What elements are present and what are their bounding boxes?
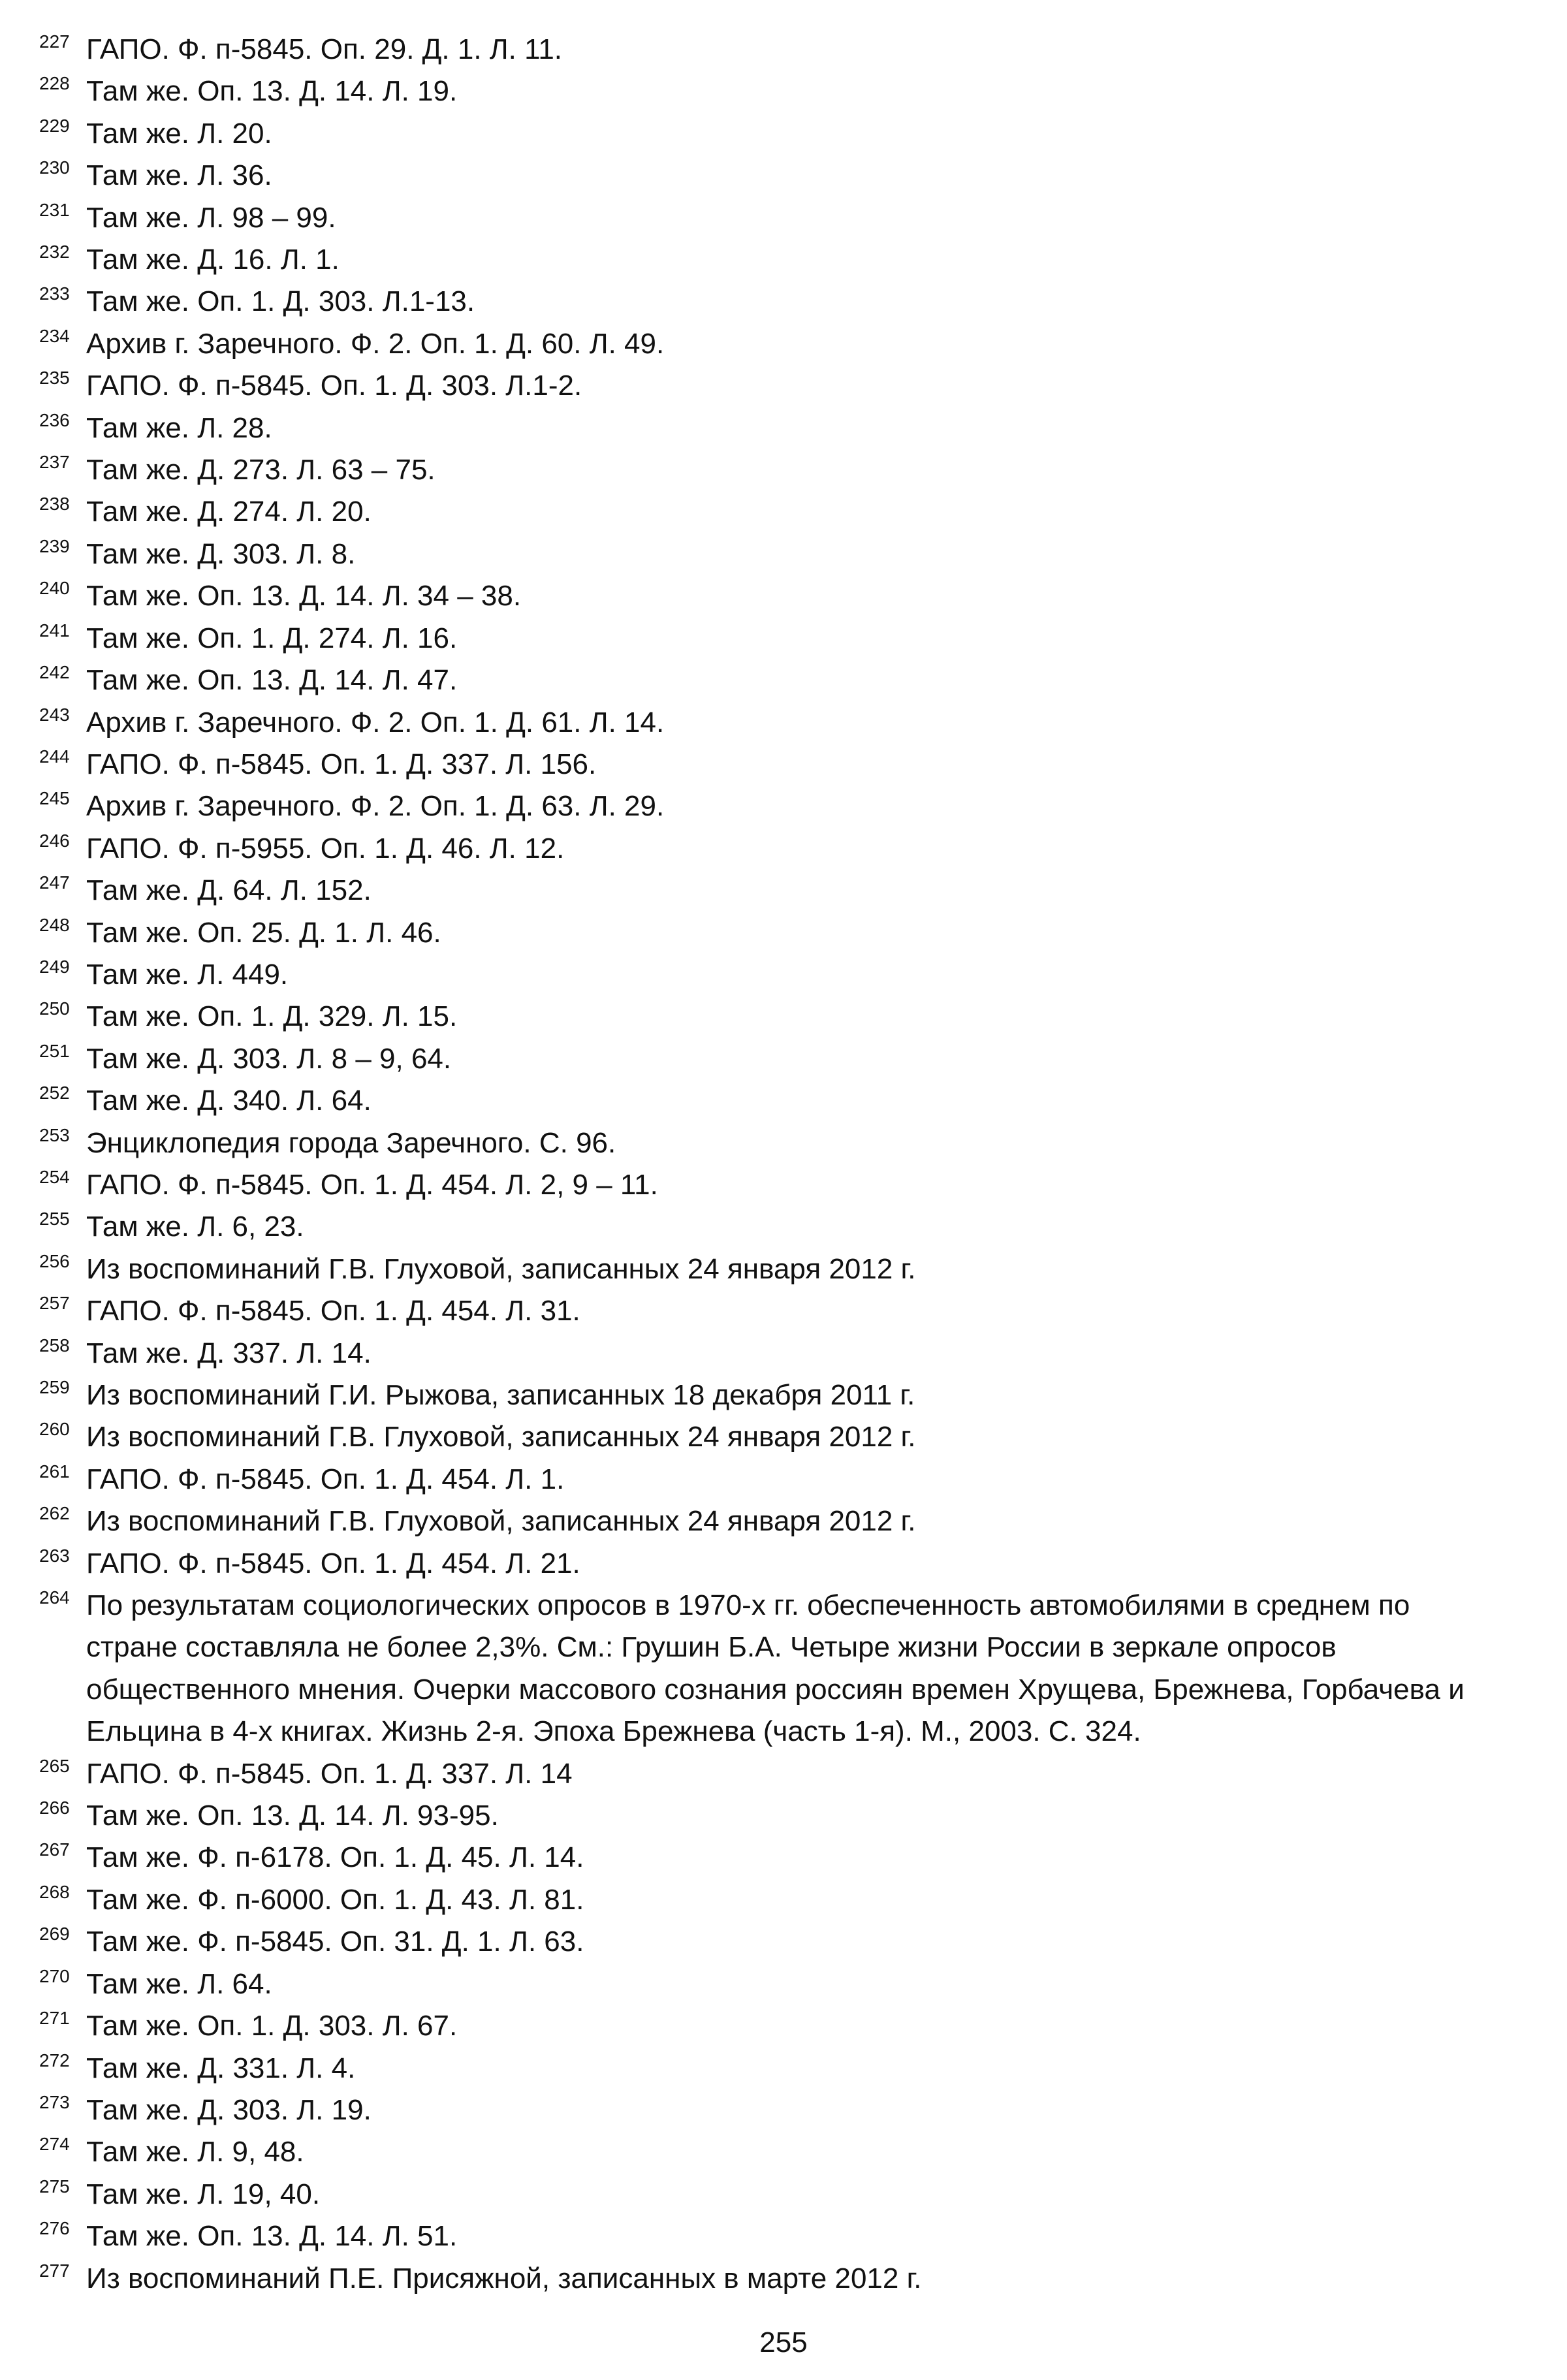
footnote-number: 228 — [39, 73, 70, 94]
footnote-text: Архив г. Заречного. Ф. 2. Оп. 1. Д. 63. Л. 29. — [86, 790, 665, 823]
footnote-item — [39, 870, 1502, 912]
footnote-text: Там же. Л. 19, 40. — [86, 2178, 321, 2210]
footnote-number: 277 — [39, 2260, 70, 2281]
footnote-number: 273 — [39, 2091, 70, 2112]
footnote-text: ГАПО. Ф. п-5845. Оп. 29. Д. 1. Л. 11. — [86, 33, 563, 65]
footnote-text: Там же. Ф. п-5845. Оп. 31. Д. 1. Л. 63. — [86, 1926, 584, 1958]
footnote-text: Из воспоминаний Г.В. Глуховой, записанных 24 января 2012 г. — [86, 1252, 916, 1285]
footnote-item — [39, 1879, 1502, 1921]
footnote-item — [39, 1416, 1502, 1458]
footnote-item — [39, 1248, 1502, 1290]
footnote-text: Там же. Л. 64. — [86, 1967, 272, 2000]
footnote-number: 275 — [39, 2176, 70, 2197]
footnote-item — [39, 1543, 1502, 1585]
footnote-text: Там же. Оп. 1. Д. 329. Л. 15. — [86, 1000, 458, 1033]
footnote-number: 248 — [39, 914, 70, 935]
footnote-text: Там же. Оп. 1. Д. 303. Л. 67. — [86, 2010, 458, 2042]
footnote-item — [39, 491, 1502, 533]
footnote-number: 259 — [39, 1377, 70, 1397]
footnote-number: 266 — [39, 1798, 70, 1818]
footnote-number: 258 — [39, 1335, 70, 1356]
footnote-text: Архив г. Заречного. Ф. 2. Оп. 1. Д. 60. Л. 49. — [86, 327, 665, 360]
footnote-item — [39, 1753, 1502, 1795]
footnote-text: Там же. Д. 303. Л. 19. — [86, 2093, 372, 2126]
footnote-text: Там же. Д. 337. Л. 14. — [86, 1337, 372, 1369]
footnote-text: Из воспоминаний Г.В. Глуховой, записанных 24 января 2012 г. — [86, 1505, 916, 1538]
footnote-item — [39, 2174, 1502, 2215]
footnote-number: 267 — [39, 1839, 70, 1860]
footnote-text: Там же. Оп. 13. Д. 14. Л. 93-95. — [86, 1800, 499, 1832]
footnote-text: Там же. Оп. 13. Д. 14. Л. 51. — [86, 2220, 458, 2253]
footnote-number: 239 — [39, 535, 70, 556]
footnote-number: 264 — [39, 1587, 70, 1608]
footnote-text: Там же. Д. 16. Л. 1. — [86, 244, 340, 276]
footnote-number: 253 — [39, 1124, 70, 1145]
footnotes-list — [39, 29, 1502, 2300]
footnote-text: Там же. Оп. 13. Д. 14. Л. 19. — [86, 75, 458, 108]
footnote-item — [39, 449, 1502, 491]
footnote-number: 230 — [39, 157, 70, 178]
footnote-number: 261 — [39, 1461, 70, 1482]
footnote-item — [39, 155, 1502, 197]
footnote-number: 240 — [39, 578, 70, 599]
footnote-text: По результатам социологических опросов в 1970-х гг. обеспеченность автомобилями в среднем по стране составляла не более 2,3%. См.: Грушин Б.А. Четыре жизни России в зеркале опросов общественного мнения. Очерки массового сознания россиян времен Хрущева, Брежнева, Горбачева и Ельцина в 4-х книгах. Жизнь 2-я. Эпоха Брежнева (часть 1-я). М., 2003. С. 324. — [86, 1589, 1464, 1748]
footnote-number: 232 — [39, 242, 70, 262]
footnote-number: 227 — [39, 31, 70, 52]
footnote-item — [39, 1795, 1502, 1837]
footnote-text: Там же. Оп. 25. Д. 1. Л. 46. — [86, 916, 441, 949]
footnote-text: Там же. Оп. 1. Д. 274. Л. 16. — [86, 622, 458, 654]
footnote-number: 247 — [39, 872, 70, 893]
footnote-text: Из воспоминаний Г.И. Рыжова, записанных 18 декабря 2011 г. — [86, 1379, 915, 1411]
footnote-number: 229 — [39, 115, 70, 136]
footnote-item — [39, 618, 1502, 659]
footnote-number: 262 — [39, 1503, 70, 1524]
footnote-text: Там же. Л. 6, 23. — [86, 1211, 304, 1243]
footnote-number: 260 — [39, 1419, 70, 1440]
footnote-number: 256 — [39, 1250, 70, 1271]
footnote-number: 254 — [39, 1166, 70, 1187]
footnote-text: Там же. Л. 28. — [86, 411, 272, 444]
footnote-text: Там же. Д. 303. Л. 8 – 9, 64. — [86, 1042, 452, 1075]
footnote-number: 255 — [39, 1209, 70, 1230]
footnote-text: ГАПО. Ф. п-5845. Оп. 1. Д. 454. Л. 21. — [86, 1547, 580, 1579]
footnote-item — [39, 2048, 1502, 2089]
footnote-item — [39, 744, 1502, 785]
footnote-item — [39, 407, 1502, 449]
footnote-item — [39, 575, 1502, 617]
footnote-number: 243 — [39, 704, 70, 725]
footnote-number: 268 — [39, 1881, 70, 1902]
footnote-text: Там же. Л. 36. — [86, 159, 272, 192]
footnote-item — [39, 1585, 1502, 1753]
footnote-text: Из воспоминаний П.Е. Присяжной, записанных в марте 2012 г. — [86, 2262, 922, 2294]
footnote-text: Там же. Ф. п-6000. Оп. 1. Д. 43. Л. 81. — [86, 1883, 584, 1916]
footnote-item — [39, 1080, 1502, 1122]
footnote-item — [39, 1206, 1502, 1248]
footnote-item — [39, 1963, 1502, 2005]
footnote-item — [39, 702, 1502, 744]
footnote-item — [39, 1038, 1502, 1080]
footnote-item — [39, 1459, 1502, 1500]
footnote-text: ГАПО. Ф. п-5845. Оп. 1. Д. 337. Л. 14 — [86, 1757, 573, 1790]
footnote-number: 252 — [39, 1083, 70, 1103]
footnote-text: Энциклопедия города Заречного. С. 96. — [86, 1126, 616, 1159]
footnote-item — [39, 996, 1502, 1038]
footnote-item — [39, 1122, 1502, 1164]
footnote-text: Там же. Л. 449. — [86, 958, 289, 991]
footnote-item — [39, 912, 1502, 954]
footnote-text: Там же. Оп. 13. Д. 14. Л. 47. — [86, 664, 458, 697]
page-number: 255 — [759, 2326, 808, 2358]
footnote-text: ГАПО. Ф. п-5845. Оп. 1. Д. 454. Л. 2, 9 – 11. — [86, 1168, 658, 1201]
footnote-number: 234 — [39, 325, 70, 346]
footnote-item — [39, 659, 1502, 701]
footnote-text: Там же. Ф. п-6178. Оп. 1. Д. 45. Л. 14. — [86, 1841, 584, 1874]
footnote-text: ГАПО. Ф. п-5845. Оп. 1. Д. 337. Л. 156. — [86, 748, 597, 780]
footnote-number: 242 — [39, 662, 70, 683]
footnote-item — [39, 2215, 1502, 2257]
footnote-text: Там же. Оп. 1. Д. 303. Л.1-13. — [86, 285, 475, 318]
footnote-text: Архив г. Заречного. Ф. 2. Оп. 1. Д. 61. Л. 14. — [86, 706, 665, 738]
footnote-item — [39, 281, 1502, 323]
footnote-number: 250 — [39, 998, 70, 1019]
footnote-item — [39, 954, 1502, 996]
footnote-number: 269 — [39, 1924, 70, 1944]
footnote-item — [39, 71, 1502, 112]
footnote-item — [39, 828, 1502, 870]
footnote-text: Там же. Д. 303. Л. 8. — [86, 537, 356, 570]
footnote-item — [39, 323, 1502, 365]
footnote-text: Там же. Д. 274. Л. 20. — [86, 496, 372, 528]
footnote-number: 265 — [39, 1755, 70, 1776]
footnote-number: 244 — [39, 746, 70, 767]
footnote-text: Там же. Л. 98 – 99. — [86, 201, 336, 234]
footnote-text: Там же. Л. 20. — [86, 117, 272, 150]
footnote-number: 272 — [39, 2050, 70, 2071]
footnote-text: Там же. Оп. 13. Д. 14. Л. 34 – 38. — [86, 580, 522, 612]
footnote-item — [39, 1290, 1502, 1332]
footnote-number: 237 — [39, 452, 70, 473]
footnote-number: 249 — [39, 956, 70, 977]
footnote-number: 231 — [39, 199, 70, 220]
footnote-item — [39, 785, 1502, 827]
footnote-item — [39, 2005, 1502, 2047]
footnote-item — [39, 1921, 1502, 1963]
footnote-item — [39, 239, 1502, 281]
footnote-text: ГАПО. Ф. п-5845. Оп. 1. Д. 454. Л. 31. — [86, 1295, 580, 1327]
footnote-text: Там же. Д. 331. Л. 4. — [86, 2052, 356, 2084]
footnote-item — [39, 29, 1502, 71]
footnote-text: Там же. Д. 273. Л. 63 – 75. — [86, 454, 435, 486]
footnote-item — [39, 113, 1502, 155]
footnote-number: 241 — [39, 620, 70, 641]
footnote-number: 245 — [39, 788, 70, 809]
footnote-number: 235 — [39, 368, 70, 389]
footnote-item — [39, 1837, 1502, 1879]
footnote-text: Там же. Л. 9, 48. — [86, 2136, 304, 2168]
footnote-item — [39, 533, 1502, 575]
footnote-item — [39, 365, 1502, 407]
footnote-number: 246 — [39, 830, 70, 851]
footnote-number: 276 — [39, 2218, 70, 2239]
footnote-item — [39, 1333, 1502, 1374]
footnote-text: Там же. Д. 64. Л. 152. — [86, 874, 372, 907]
footnote-number: 236 — [39, 409, 70, 430]
footnote-number: 263 — [39, 1545, 70, 1566]
footnote-item — [39, 1164, 1502, 1206]
footnote-number: 238 — [39, 494, 70, 515]
footnote-text: Из воспоминаний Г.В. Глуховой, записанных 24 января 2012 г. — [86, 1421, 916, 1453]
footnote-number: 233 — [39, 283, 70, 304]
footnote-number: 251 — [39, 1040, 70, 1061]
footnote-text: Там же. Д. 340. Л. 64. — [86, 1085, 372, 1117]
footnote-text: ГАПО. Ф. п-5955. Оп. 1. Д. 46. Л. 12. — [86, 832, 565, 865]
footnote-text: ГАПО. Ф. п-5845. Оп. 1. Д. 303. Л.1-2. — [86, 370, 582, 402]
footnote-number: 271 — [39, 2008, 70, 2029]
footnote-item — [39, 1500, 1502, 1542]
footnote-number: 257 — [39, 1293, 70, 1314]
footnote-number: 270 — [39, 1965, 70, 1986]
footnote-number: 274 — [39, 2134, 70, 2155]
footnote-item — [39, 2089, 1502, 2131]
footnote-text: ГАПО. Ф. п-5845. Оп. 1. Д. 454. Л. 1. — [86, 1463, 565, 1495]
footnote-item — [39, 2131, 1502, 2173]
footnote-item — [39, 1374, 1502, 1416]
footnote-item — [39, 2258, 1502, 2300]
footnote-item — [39, 197, 1502, 239]
